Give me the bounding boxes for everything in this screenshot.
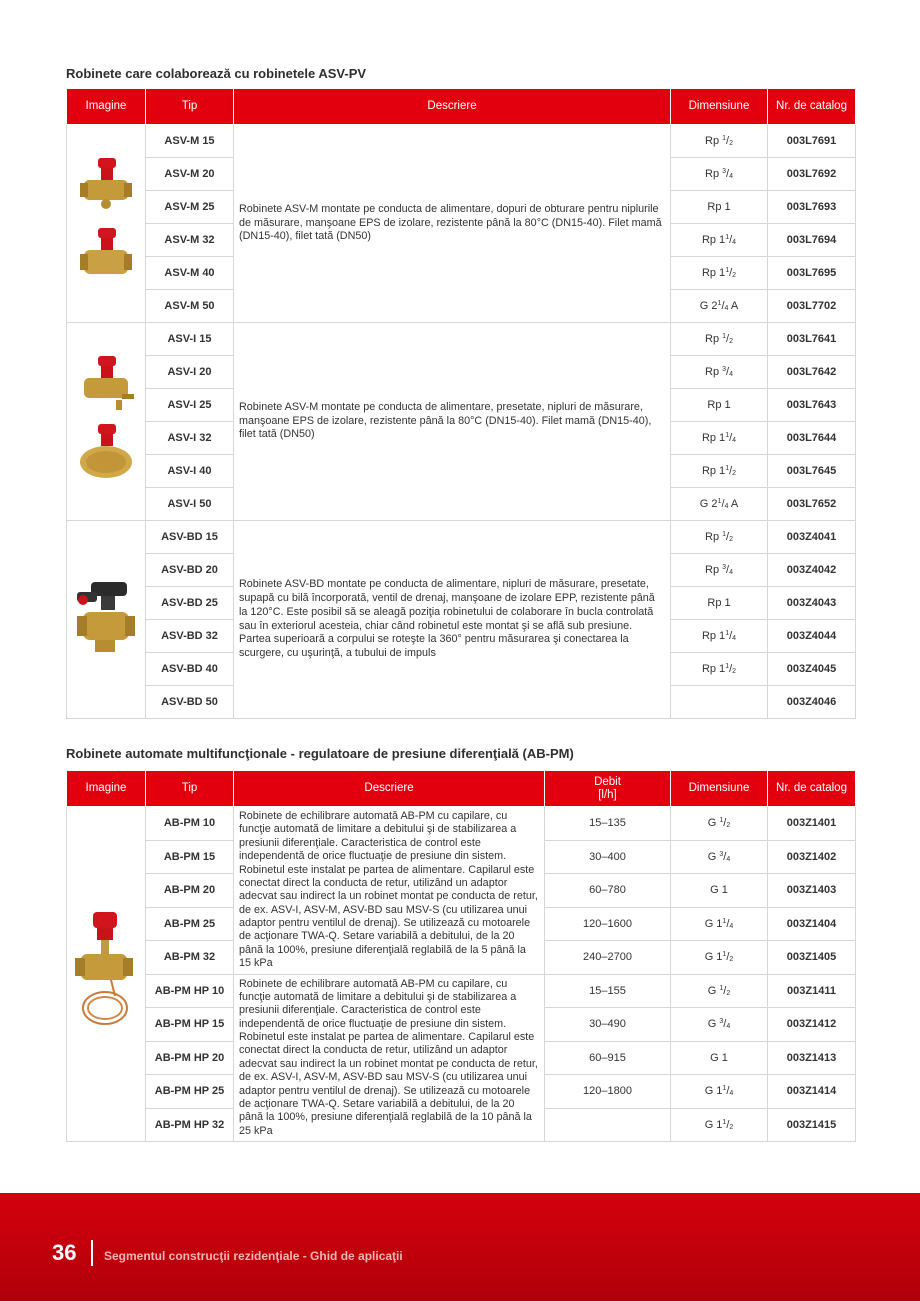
table-row — [67, 323, 856, 356]
dimension-cell — [671, 290, 768, 323]
dimension-slash: / — [723, 984, 727, 997]
dimension-denominator: 2 — [729, 956, 734, 964]
dimension-denominator: 2 — [729, 536, 733, 543]
catalog-number-cell: 003Z1411 — [768, 974, 856, 1008]
header-image: Imagine — [67, 771, 146, 807]
catalog-number-cell: 003Z4042 — [768, 554, 856, 587]
table-header-row — [67, 89, 856, 125]
dimension-denominator: 4 — [729, 922, 734, 930]
flow-cell — [545, 1108, 671, 1142]
catalog-number-cell: 003L7693 — [768, 191, 856, 224]
catalog-number-cell: 003Z4046 — [768, 686, 856, 719]
dimension-slash: / — [726, 135, 730, 147]
dimension-denominator: 4 — [729, 569, 733, 576]
type-cell: ASV-BD 15 — [146, 521, 234, 554]
dimension-base: Rp — [705, 531, 723, 543]
flow-cell: 240–2700 — [545, 941, 671, 975]
catalog-number-cell: 003L7652 — [768, 488, 856, 521]
type-cell: ASV-M 15 — [146, 125, 234, 158]
dimension-slash: / — [726, 168, 730, 180]
type-cell: AB-PM 32 — [146, 941, 234, 975]
dimension-denominator: 4 — [726, 855, 731, 863]
table-row — [67, 974, 856, 1008]
dimension-cell — [671, 653, 768, 686]
table-row — [67, 521, 856, 554]
dimension-cell — [671, 1075, 768, 1109]
header-flow-line1: Debit — [594, 775, 621, 788]
type-cell: AB-PM 25 — [146, 907, 234, 941]
catalog-number-cell: 003Z4041 — [768, 521, 856, 554]
dimension-base: Rp 1 — [701, 432, 726, 444]
dimension-slash: / — [723, 817, 727, 830]
dimension-cell — [671, 554, 768, 587]
catalog-number-cell: 003Z1415 — [768, 1108, 856, 1142]
type-cell: ASV-I 32 — [146, 422, 234, 455]
table-header-row — [67, 771, 856, 807]
flow-cell: 15–155 — [545, 974, 671, 1008]
dimension-slash: / — [729, 267, 733, 279]
dimension-numerator: 1 — [722, 531, 727, 538]
type-cell: ASV-M 40 — [146, 257, 234, 290]
dimension-denominator: 4 — [732, 437, 737, 444]
dimension-base: G 1 — [704, 951, 723, 964]
header-image: Imagine — [67, 89, 146, 125]
asv-pv-compatible-valves-table — [66, 88, 856, 719]
dimension-denominator: 4 — [724, 305, 729, 312]
type-cell: AB-PM HP 32 — [146, 1108, 234, 1142]
dimension-numerator: 3 — [719, 850, 724, 858]
dimension-base: G 1 — [710, 1051, 728, 1064]
dimension-base: Rp — [705, 366, 723, 378]
catalog-number-cell: 003L7695 — [768, 257, 856, 290]
flow-cell: 120–1600 — [545, 907, 671, 941]
type-cell: ASV-I 15 — [146, 323, 234, 356]
table-row — [67, 125, 856, 158]
catalog-number-cell: 003L7691 — [768, 125, 856, 158]
dimension-base: Rp 1 — [707, 597, 731, 609]
dimension-numerator: 1 — [717, 498, 722, 505]
header-flow — [545, 771, 671, 807]
header-dimension: Dimensiune — [671, 771, 768, 807]
flow-cell: 60–780 — [545, 874, 671, 908]
dimension-base: Rp — [705, 333, 723, 345]
catalog-number-cell: 003Z1402 — [768, 840, 856, 874]
catalog-number-cell: 003L7694 — [768, 224, 856, 257]
catalog-number-cell: 003Z1413 — [768, 1041, 856, 1075]
type-cell: ASV-I 20 — [146, 356, 234, 389]
type-cell: AB-PM 10 — [146, 807, 234, 841]
product-image-cell — [67, 521, 146, 719]
dimension-cell — [671, 1008, 768, 1042]
product-image-cell — [67, 323, 146, 521]
dimension-cell — [671, 1041, 768, 1075]
header-type: Tip — [146, 771, 234, 807]
catalog-number-cell: 003Z1403 — [768, 874, 856, 908]
table-row — [67, 807, 856, 841]
dimension-base: Rp 1 — [701, 630, 726, 642]
dimension-base: Rp 1 — [701, 663, 726, 675]
dimension-slash: / — [723, 850, 727, 863]
dimension-cell — [671, 907, 768, 941]
type-cell: ASV-BD 50 — [146, 686, 234, 719]
dimension-slash: / — [729, 432, 733, 444]
catalog-number-cell: 003L7644 — [768, 422, 856, 455]
dimension-base: G 1 — [710, 884, 728, 897]
catalog-number-cell: 003Z1401 — [768, 807, 856, 841]
dimension-denominator: 4 — [726, 1023, 731, 1031]
type-cell: ASV-I 50 — [146, 488, 234, 521]
dimension-numerator: 1 — [722, 1118, 727, 1126]
section-title-asv-pv: Robinete care colaborează cu robinetele ASV-PV — [66, 66, 367, 81]
catalog-number-cell: 003L7692 — [768, 158, 856, 191]
dimension-denominator: 2 — [732, 668, 737, 675]
dimension-slash: / — [726, 1085, 730, 1098]
dimension-slash: / — [723, 1018, 727, 1031]
header-catalog: Nr. de catalog — [768, 771, 856, 807]
dimension-cell — [671, 874, 768, 908]
catalog-number-cell: 003Z1412 — [768, 1008, 856, 1042]
dimension-cell — [671, 941, 768, 975]
dimension-numerator: 1 — [725, 267, 730, 274]
header-dimension: Dimensiune — [671, 89, 768, 125]
page-number: 36 — [52, 1240, 77, 1265]
dimension-numerator: 1 — [719, 984, 724, 992]
dimension-denominator: 2 — [732, 272, 737, 279]
dimension-slash: / — [721, 300, 725, 312]
description-cell: Robinete de echilibrare automată AB-PM cu capilare, cu funcţie automată de limitare a debitului şi de stabilizarea a presiunii diferenţiale. Caracteristica de control este independentă de orice fluctuaţie de presiune din sistem. Robinetul este instalat pe partea de alimentare. Capilarul este conectat direct la conducta de retur, utilizând un adaptor adecvat sau indirect la un robinet montat pe conducta de retur, de ex. ASV-I, ASV-M, ASV-BD sau MSV-S (cu utilizarea unui adaptor pentru ventilul de drenaj). Se utilizează cu motoarele de acţionare TWA-Q. Setare variabilă a debitului, de la 20 până la 100%, presiune diferenţială reglabilă de la 5 până la 15 kPa — [234, 807, 545, 975]
dimension-cell — [671, 389, 768, 422]
header-flow-line2: [l/h] — [598, 788, 617, 801]
product-image-cell — [67, 125, 146, 323]
type-cell: ASV-BD 32 — [146, 620, 234, 653]
dimension-denominator: 4 — [732, 635, 737, 642]
footer-title: Segmentul construcţii rezidenţiale - Ghid de aplicaţii — [104, 1249, 403, 1263]
dimension-base: Rp — [705, 135, 723, 147]
dimension-slash: / — [726, 531, 730, 543]
dimension-cell — [671, 840, 768, 874]
dimension-slash: / — [729, 465, 733, 477]
flow-cell: 15–135 — [545, 807, 671, 841]
dimension-denominator: 2 — [726, 989, 731, 997]
flow-cell: 30–400 — [545, 840, 671, 874]
dimension-cell — [671, 191, 768, 224]
catalog-number-cell: 003Z4045 — [768, 653, 856, 686]
dimension-base: G — [707, 984, 720, 997]
dimension-denominator: 2 — [726, 822, 731, 830]
dimension-base: G 2 — [699, 300, 718, 312]
header-type: Tip — [146, 89, 234, 125]
dimension-numerator: 1 — [725, 432, 730, 439]
catalog-number-cell: 003L7702 — [768, 290, 856, 323]
dimension-numerator: 1 — [725, 663, 730, 670]
dimension-base: G — [707, 817, 720, 830]
header-description: Descriere — [234, 771, 545, 807]
dimension-denominator: 4 — [729, 173, 733, 180]
dimension-cell — [671, 455, 768, 488]
description-cell: Robinete ASV-BD montate pe conducta de alimentare, nipluri de măsurare, presetate, supapă cu bilă încorporată, ventil de drenaj, manşoane de izolare EPP, rezistente până la 120°C. Este posibil să se aleagă poziţia robinetului de colaborare în bucla controlată sau în exteriorul acesteia, chiar când robinetul este montat şi se află sub presiune. Partea superioară a corpului se roteşte la 360° pentru măsurarea şi conectarea la scurgere, cu uşurinţă, a tubului de impuls — [234, 521, 671, 719]
dimension-cell — [671, 323, 768, 356]
dimension-cell — [671, 620, 768, 653]
type-cell: AB-PM HP 20 — [146, 1041, 234, 1075]
dimension-base: Rp 1 — [701, 267, 726, 279]
dimension-numerator: 1 — [725, 630, 730, 637]
catalog-number-cell: 003L7641 — [768, 323, 856, 356]
product-image-cell — [67, 807, 146, 1142]
dimension-numerator: 3 — [719, 1018, 724, 1026]
catalog-number-cell: 003Z4044 — [768, 620, 856, 653]
dimension-cell — [671, 974, 768, 1008]
dimension-denominator: 4 — [732, 239, 737, 246]
dimension-cell — [671, 158, 768, 191]
dimension-numerator: 1 — [722, 333, 727, 340]
footer-band — [0, 1193, 920, 1301]
asv-i-valve-icon — [76, 350, 136, 490]
dimension-denominator: 2 — [729, 140, 733, 147]
ab-pm-valves-table — [66, 770, 856, 1142]
dimension-numerator: 3 — [722, 564, 727, 571]
dimension-numerator: 1 — [725, 234, 730, 241]
dimension-cell — [671, 257, 768, 290]
dimension-cell — [671, 587, 768, 620]
dimension-base: G — [707, 850, 720, 863]
dimension-denominator: 4 — [724, 503, 729, 510]
footer-divider — [91, 1240, 93, 1266]
type-cell: ASV-M 20 — [146, 158, 234, 191]
type-cell: AB-PM 15 — [146, 840, 234, 874]
dimension-cell — [671, 224, 768, 257]
type-cell: ASV-BD 25 — [146, 587, 234, 620]
dimension-suffix: A — [728, 498, 739, 510]
dimension-denominator: 4 — [729, 1090, 734, 1098]
description-cell: Robinete ASV-M montate pe conducta de alimentare, dopuri de obturare pentru niplurile de măsurare, manşoane EPS de izolare, rezistente până la 80°C (DN15-40). Filet mamă (DN15-40), filet tată (DN50) — [234, 125, 671, 323]
dimension-slash: / — [726, 564, 730, 576]
dimension-slash: / — [726, 366, 730, 378]
type-cell: AB-PM HP 10 — [146, 974, 234, 1008]
dimension-cell — [671, 521, 768, 554]
header-description: Descriere — [234, 89, 671, 125]
type-cell: ASV-BD 40 — [146, 653, 234, 686]
dimension-numerator: 1 — [722, 951, 727, 959]
dimension-base: Rp — [705, 564, 723, 576]
dimension-base: G 1 — [704, 917, 723, 930]
dimension-numerator: 3 — [722, 168, 727, 175]
dimension-base: G 2 — [699, 498, 718, 510]
dimension-base: Rp 1 — [707, 201, 731, 213]
ab-pm-valve-icon — [71, 908, 141, 1038]
section-title-ab-pm: Robinete automate multifuncţionale - regulatoare de presiune diferenţială (AB-PM) — [66, 746, 574, 761]
dimension-numerator: 1 — [722, 1085, 727, 1093]
dimension-numerator: 1 — [722, 135, 727, 142]
description-cell: Robinete de echilibrare automată AB-PM cu capilare, cu funcţie automată de limitare a debitului şi de stabilizarea a presiunii diferenţiale. Caracteristica de control este independentă de orice fluctuaţie de presiune din sistem. Robinetul este instalat pe partea de alimentare. Capilarul este conectat direct la conducta de retur, utilizând un adaptor adecvat sau indirect la un robinet montat pe conducta de retur, de ex. ASV-I, ASV-M, ASV-BD sau MSV-S (cu utilizarea unui adaptor pentru ventilul de drenaj). Se utilizează cu motoarele de acţionare TWA-Q. Setare variabilă a debitului, de la 20 până la 100%, presiune diferenţială reglabilă de la 10 până la 25 kPa — [234, 974, 545, 1142]
dimension-denominator: 2 — [732, 470, 737, 477]
dimension-base: Rp 1 — [701, 465, 726, 477]
catalog-number-cell: 003L7643 — [768, 389, 856, 422]
description-cell: Robinete ASV-M montate pe conducta de alimentare, presetate, nipluri de măsurare, manşoane EPS de izolare, rezistente până la 80°C (DN15-40). Filet mamă (DN15-40), filet tată (DN50) — [234, 323, 671, 521]
dimension-base: G 1 — [704, 1085, 723, 1098]
dimension-numerator: 1 — [722, 917, 727, 925]
dimension-slash: / — [726, 1118, 730, 1131]
dimension-cell — [671, 807, 768, 841]
dimension-base: Rp 1 — [707, 399, 731, 411]
catalog-number-cell: 003L7645 — [768, 455, 856, 488]
dimension-cell — [671, 356, 768, 389]
type-cell: ASV-I 25 — [146, 389, 234, 422]
dimension-base: G — [707, 1018, 720, 1031]
dimension-slash: / — [726, 333, 730, 345]
dimension-slash: / — [726, 951, 730, 964]
catalog-number-cell: 003Z1404 — [768, 907, 856, 941]
dimension-slash: / — [726, 917, 730, 930]
dimension-slash: / — [729, 663, 733, 675]
type-cell: AB-PM 20 — [146, 874, 234, 908]
dimension-slash: / — [729, 630, 733, 642]
flow-cell: 30–490 — [545, 1008, 671, 1042]
header-catalog: Nr. de catalog — [768, 89, 856, 125]
type-cell: AB-PM HP 25 — [146, 1075, 234, 1109]
type-cell: AB-PM HP 15 — [146, 1008, 234, 1042]
dimension-base: G 1 — [704, 1118, 723, 1131]
dimension-cell — [671, 422, 768, 455]
dimension-denominator: 2 — [729, 1123, 734, 1131]
asv-m-valve-icon — [76, 152, 136, 292]
asv-bd-valve-icon — [73, 578, 139, 658]
dimension-base: Rp 1 — [701, 234, 726, 246]
dimension-slash: / — [721, 498, 725, 510]
dimension-suffix: A — [728, 300, 739, 312]
type-cell: ASV-BD 20 — [146, 554, 234, 587]
catalog-number-cell: 003Z1405 — [768, 941, 856, 975]
dimension-cell — [671, 1108, 768, 1142]
dimension-slash: / — [729, 234, 733, 246]
dimension-cell — [671, 488, 768, 521]
type-cell: ASV-I 40 — [146, 455, 234, 488]
dimension-cell — [671, 686, 768, 719]
flow-cell: 60–915 — [545, 1041, 671, 1075]
dimension-cell — [671, 125, 768, 158]
type-cell: ASV-M 50 — [146, 290, 234, 323]
catalog-number-cell: 003L7642 — [768, 356, 856, 389]
catalog-number-cell: 003Z4043 — [768, 587, 856, 620]
type-cell: ASV-M 32 — [146, 224, 234, 257]
dimension-denominator: 2 — [729, 338, 733, 345]
dimension-base: Rp — [705, 168, 723, 180]
dimension-numerator: 1 — [725, 465, 730, 472]
dimension-numerator: 1 — [719, 817, 724, 825]
dimension-numerator: 3 — [722, 366, 727, 373]
type-cell: ASV-M 25 — [146, 191, 234, 224]
dimension-denominator: 4 — [729, 371, 733, 378]
flow-cell: 120–1800 — [545, 1075, 671, 1109]
catalog-number-cell: 003Z1414 — [768, 1075, 856, 1109]
dimension-numerator: 1 — [717, 300, 722, 307]
